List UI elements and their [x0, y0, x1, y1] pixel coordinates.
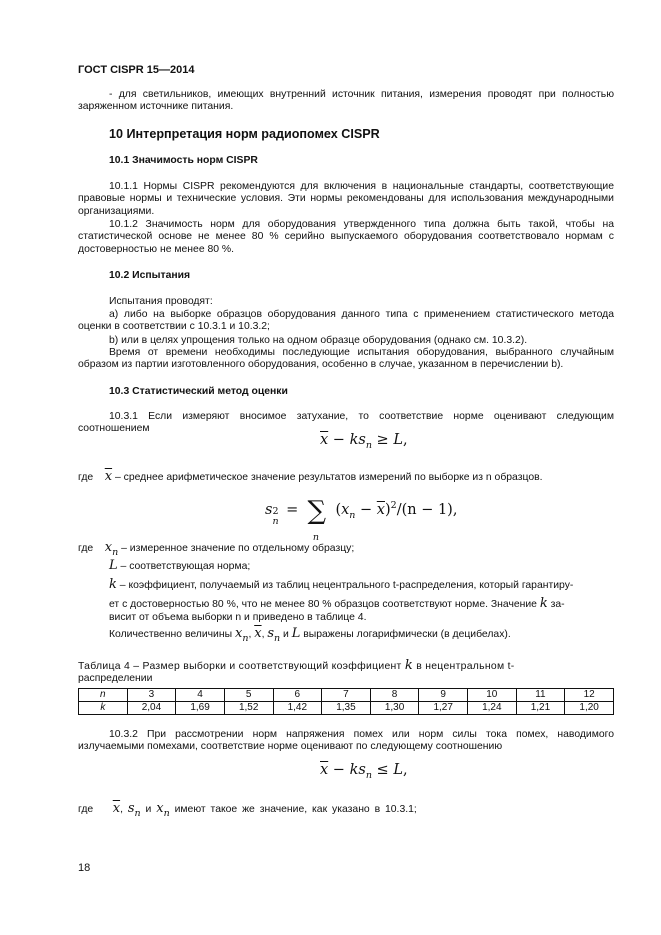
log-sep-2: , [261, 629, 265, 640]
definition-k-line3: висит от объема выборки n и приведено в таблице 4. [109, 612, 367, 623]
formula-2-sum-index: n [312, 532, 319, 543]
def3-s-sub: n [134, 808, 141, 819]
formula-1-n: n [365, 440, 372, 451]
table-cell: 1,24 [468, 702, 517, 715]
table-cell: 1,42 [273, 702, 322, 715]
paragraph-10-3-2: 10.3.2 При рассмотрении норм напряжения помех или норм силы тока помех, наводимого излучаемыми помехами, соответствие норме оценивают по следующему соотношению [78, 729, 614, 753]
table-4-caption-line2: распределении [78, 673, 153, 684]
table-4-caption-prefix: Таблица 4 – Размер выборки и соответствующий коэффициент [78, 661, 402, 672]
log-s-sub: n [274, 633, 281, 644]
section-10-2-title: 10.2 Испытания [109, 270, 191, 281]
def-xn-sub: n [112, 547, 119, 558]
table-cell: 1,30 [370, 702, 419, 715]
def-L-text: – соответствующая норма; [120, 561, 251, 572]
table-cell: 7 [322, 689, 371, 702]
formula-2-x: x [341, 502, 350, 518]
where-label: где [78, 472, 94, 483]
def3-s: s [127, 801, 135, 816]
table-cell: 1,21 [516, 702, 565, 715]
standard-header: ГОСТ CISPR 15—2014 [78, 64, 195, 76]
table-4 [78, 688, 614, 715]
log-xn-sub: n [242, 633, 249, 644]
tests-item-a: а) либо на выборке образцов оборудования данного типа с применением статистического метода оценки в соответствии с 10.3.1 и 10.3.2; [78, 309, 614, 333]
paragraph-10-3-1: 10.3.1 Если измеряют вносимое затухание, то соответствие норме оценивают следующим соотношением [78, 411, 614, 435]
table-row-k [79, 702, 614, 715]
table-4-caption [78, 660, 614, 673]
def3-and: и [145, 804, 152, 815]
formula-2-xn: n [349, 510, 356, 521]
formula-3-L: L [393, 762, 403, 778]
log-xn: x [234, 626, 243, 641]
definition-xbar [78, 471, 543, 484]
table-cell: 1,20 [565, 702, 614, 715]
where-label-3: где [78, 804, 94, 815]
formula-3-n: n [365, 770, 372, 781]
section-10-title: 10 Интерпретация норм радиопомех CISPR [109, 127, 380, 141]
formula-3-leq: ≤ [376, 762, 389, 778]
table-row-n [79, 689, 614, 702]
formula-3 [320, 762, 408, 781]
formula-3-xbar: $\overline{x}$ [320, 762, 329, 778]
formula-1-comma: , [402, 432, 408, 448]
table-cell: n [79, 689, 128, 702]
table-cell: 1,35 [322, 702, 371, 715]
section-10-3-title: 10.3 Статистический метод оценки [109, 386, 288, 397]
sum-icon: ∑ [307, 496, 327, 526]
table-cell: 6 [273, 689, 322, 702]
table-cell: 11 [516, 689, 565, 702]
formula-3-s: s [358, 762, 366, 778]
table-cell: 10 [468, 689, 517, 702]
def-L-symbol: L [109, 558, 118, 573]
log-text-3: выражены логарифмически (в децибелах). [303, 629, 511, 640]
formula-1 [320, 432, 408, 451]
formula-3-comma: , [402, 762, 408, 778]
def-xn-text: – измеренное значение по отдельному образцу; [121, 543, 355, 554]
formula-1-s: s [358, 432, 366, 448]
table-cell: 2,04 [127, 702, 176, 715]
formula-3-minus: − [332, 762, 345, 778]
log-s: s [267, 626, 275, 641]
intro-paragraph: - для светильников, имеющих внутренний источник питания, измерения проводят при полностью заряженном источнике питания. [78, 89, 614, 113]
paragraph-10-1-2: 10.1.2 Значимость норм для оборудования утвержденного типа должна быть такой, чтобы на статистической основе не менее 80 % серийно выпускаемого оборудования соответствовало нормам с достоверностью не менее 80 %. [78, 219, 614, 255]
def3-sep: , [120, 804, 123, 815]
formula-2-tail: /(n − 1), [396, 502, 458, 518]
log-L: L [291, 626, 301, 641]
table-cell: 1,69 [176, 702, 225, 715]
formula-2-minus: − [360, 502, 373, 518]
formula-2-open: ( [335, 502, 342, 518]
formula-2-close: ) [384, 502, 391, 518]
formula-2-s: s [265, 502, 273, 518]
def3-text: имеют такое же значение, как указано в 10.3.1; [174, 804, 417, 815]
definition-xn [78, 540, 355, 558]
formula-1-xbar: $\overline{x}$ [320, 432, 329, 448]
formula-2-equals: = [286, 502, 299, 518]
definition-formula-3 [78, 801, 417, 819]
def3-x-sub: n [163, 808, 170, 819]
tests-paragraph: Время от времени необходимы последующие испытания оборудования, выбранного случайным образом из партии изготовленного оборудования, особенно в случае, указанном в перечислении b). [78, 347, 614, 371]
table-cell: 4 [176, 689, 225, 702]
table-cell: 5 [224, 689, 273, 702]
def-k-text2b: за- [550, 599, 565, 610]
tests-item-b: b) или в целях упрощения только на одном образце оборудования (однако см. 10.3.2). [109, 335, 528, 346]
formula-2-power: 2 [390, 500, 397, 511]
table-4-caption-k: k [404, 658, 413, 673]
table-cell: 1,52 [224, 702, 273, 715]
log-text-1: Количественно величины [109, 629, 233, 640]
log-sep-1: , [248, 629, 252, 640]
def-k-symbol: k [109, 577, 117, 592]
formula-1-k: k [349, 432, 359, 448]
log-statement [109, 626, 511, 644]
table-cell: 1,27 [419, 702, 468, 715]
paragraph-10-1-1: 10.1.1 Нормы CISPR рекомендуются для включения в национальные стандарты, соответствующие правовые нормы и технические условия. Эти нормы рекомендованы для использования международными организациями. [78, 181, 614, 217]
formula-3-k: k [349, 762, 359, 778]
formula-2 [265, 496, 458, 543]
definition-k-line2 [109, 598, 565, 611]
log-and: и [283, 629, 289, 640]
def-xbar-text: – среднее арифметическое значение результатов измерений по выборке из n образцов. [114, 472, 543, 483]
formula-1-minus: − [332, 432, 345, 448]
table-cell: 8 [370, 689, 419, 702]
definition-k-line1 [109, 579, 573, 592]
def3-x: x [156, 801, 164, 816]
definition-L [109, 560, 250, 573]
formula-2-n: n [272, 516, 279, 527]
page-number: 18 [78, 862, 91, 874]
table-cell: 12 [565, 689, 614, 702]
def-xbar-symbol: $\overline{x}$ [104, 469, 113, 484]
def-xn-symbol: x [104, 540, 113, 555]
table-cell: 9 [419, 689, 468, 702]
table-cell: 3 [127, 689, 176, 702]
table-4-caption-suffix: в нецентральном t- [416, 661, 515, 672]
def-k-symbol-2: k [539, 596, 548, 611]
where-label-2: где [78, 543, 94, 554]
section-10-1-title: 10.1 Значимость норм CISPR [109, 155, 258, 166]
formula-1-geq: ≥ [376, 432, 389, 448]
def-k-text2: ет с достоверностью 80 %, что не менее 80 % образцов соответствуют норме. Значение [109, 599, 537, 610]
formula-2-xbar: $\overline{x}$ [376, 502, 385, 518]
formula-1-L: L [393, 432, 403, 448]
tests-lead: Испытания проводят: [109, 296, 213, 307]
formula-2-sq: 2 [272, 506, 279, 517]
def3-xbar: $\overline{x}$ [112, 801, 121, 816]
def-k-text1: – коэффициент, получаемый из таблиц нецентрального t-распределения, который гарантиру- [119, 580, 574, 591]
table-cell: k [79, 702, 128, 715]
log-xbar: $\overline{x}$ [254, 626, 262, 641]
